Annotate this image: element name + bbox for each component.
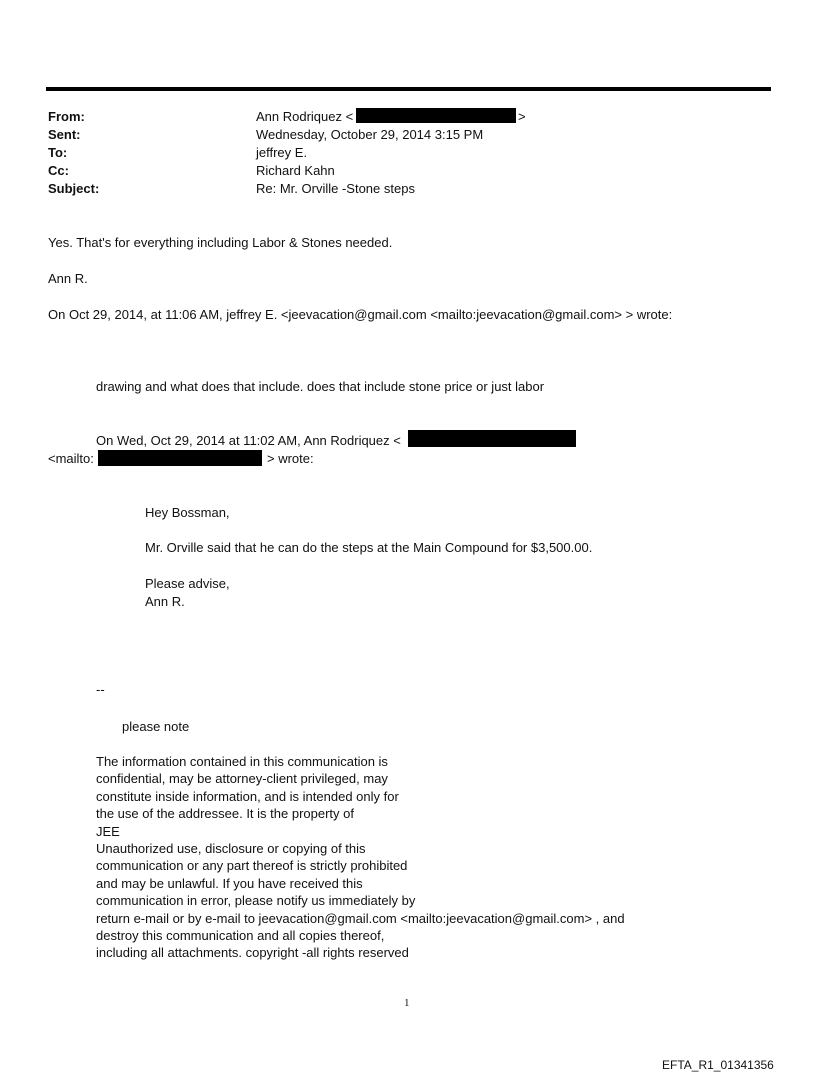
subject-value: Re: Mr. Orville -Stone steps — [256, 181, 415, 196]
disclaimer-line: constitute inside information, and is intended only for — [96, 788, 399, 804]
from-value: Ann Rodriquez < — [256, 109, 354, 124]
disclaimer-line: confidential, may be attorney-client privileged, may — [96, 771, 388, 787]
sent-value: Wednesday, October 29, 2014 3:15 PM — [256, 127, 484, 142]
from-close: > — [518, 109, 526, 124]
message-signature: Ann R. — [145, 594, 185, 609]
cc-value: Richard Kahn — [256, 163, 335, 178]
greeting: Hey Bossman, — [145, 505, 230, 520]
page-number: 1 — [404, 997, 410, 1009]
redaction-quote2-email — [408, 430, 576, 447]
disclaimer-line: Unauthorized use, disclosure or copying of this — [96, 840, 366, 856]
quote2-mailto: <mailto: — [48, 451, 94, 466]
signature-separator: -- — [96, 682, 105, 697]
to-value: jeffrey E. — [256, 145, 308, 160]
redaction-quote2-mailto — [98, 450, 262, 466]
disclaimer-line: JEE — [96, 823, 120, 839]
subject-label: Subject: — [48, 181, 100, 196]
reply-line: Yes. That's for everything including Labor & Stones needed. — [48, 235, 393, 250]
disclaimer-line: communication or any part thereof is strictly prohibited — [96, 858, 408, 874]
disclaimer-line: communication in error, please notify us immediately by — [96, 893, 416, 909]
message-text: Mr. Orville said that he can do the steps at the Main Compound for $3,500.00. — [145, 540, 593, 555]
disclaimer-line: destroy this communication and all copies thereof, — [96, 927, 385, 943]
quote1-text: drawing and what does that include. does that include stone price or just labor — [96, 379, 545, 394]
quote2-header: On Wed, Oct 29, 2014 at 11:02 AM, Ann Rodriquez < — [96, 433, 401, 448]
reply-signature: Ann R. — [48, 271, 88, 286]
disclaimer-line: the use of the addressee. It is the property of — [96, 806, 354, 822]
disclaimer-line: return e-mail or by e-mail to jeevacation@gmail.com <mailto:jeevacation@gmail.com> , and — [96, 910, 625, 926]
to-label: To: — [48, 145, 68, 160]
document-id: EFTA_R1_01341356 — [662, 1058, 774, 1072]
sent-label: Sent: — [48, 127, 81, 142]
disclaimer-line: including all attachments. copyright -all rights reserved — [96, 945, 409, 961]
redaction-from-email — [356, 108, 516, 123]
disclaimer-block — [96, 753, 625, 962]
advise-text: Please advise, — [145, 576, 230, 591]
from-label: From: — [48, 109, 85, 124]
cc-label: Cc: — [48, 163, 69, 178]
quote1-header: On Oct 29, 2014, at 11:06 AM, jeffrey E. <jeevacation@gmail.com <mailto:jeevacation@gmail.com> > wrote: — [48, 307, 673, 322]
disclaimer-line: The information contained in this communication is — [96, 754, 388, 769]
quote2-wrote: > wrote: — [267, 451, 314, 466]
header-rule — [46, 87, 771, 91]
note-heading: please note — [122, 719, 190, 734]
disclaimer-line: and may be unlawful. If you have received this — [96, 875, 363, 891]
